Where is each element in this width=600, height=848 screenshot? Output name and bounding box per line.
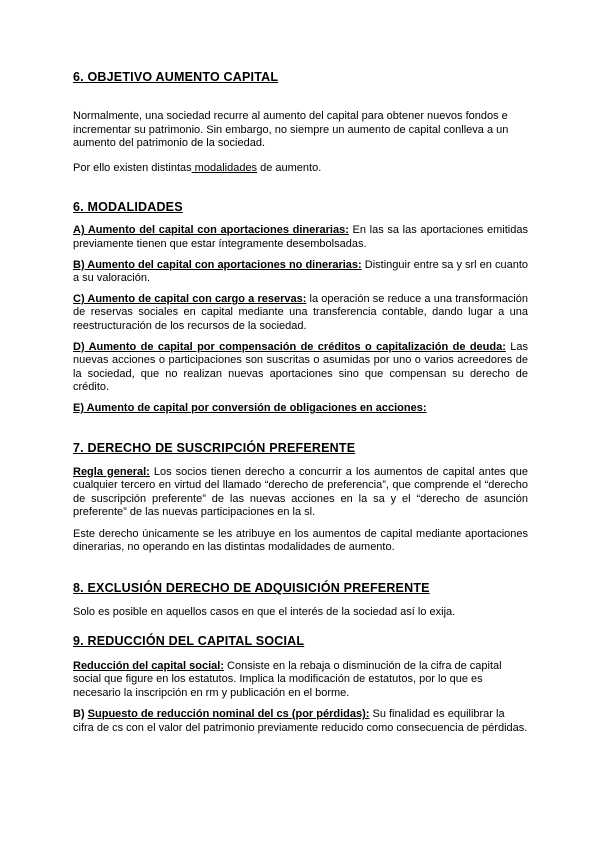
paragraph-exclusion: Solo es posible en aquellos casos en que el interés de la sociedad así lo exija. (73, 606, 456, 619)
label-reduccion: Reducción del capital social: (73, 659, 224, 672)
paragraph-objetivo: Normalmente, una sociedad recurre al aumento del capital para obtener nuevos fondos e incrementar su patrimonio. Sin embargo, no siempre un aumento de capital conlleva a un aumento del patrimonio de la sociedad. (73, 110, 509, 150)
paragraph-modalidad-b (73, 259, 528, 286)
paragraph-modalidad-e (73, 402, 528, 416)
section-title-exclusion: 8. EXCLUSIÓN DERECHO DE ADQUISICIÓN PREFERENTE (73, 581, 430, 596)
label-modalidad-e: E) Aumento de capital por conversión de obligaciones en acciones: (73, 401, 427, 414)
section-title-objetivo: 6. OBJETIVO AUMENTO CAPITAL (73, 70, 279, 84)
paragraph-modalidad-d (73, 341, 528, 395)
section-title-suscripcion: 7. DERECHO DE SUSCRIPCIÓN PREFERENTE (73, 440, 356, 455)
label-modalidad-c: C) Aumento de capital con cargo a reservas: (73, 292, 307, 305)
paragraph-modalidad-a (73, 224, 528, 251)
paragraph-modalidad-c (73, 293, 528, 334)
paragraph-regla-general (73, 466, 528, 520)
section-title-modalidades: 6. MODALIDADES (73, 200, 183, 215)
prefix-reduccion-nominal: B) (73, 708, 88, 721)
label-regla-general: Regla general: (73, 465, 150, 478)
text-reduccion-nominal: Su finalidad es equilibrar la cifra de cs con el valor del patrimonio previamente reducido como consecuencia de pérdidas. (73, 708, 528, 735)
text-segment: Por ello existen distintas (73, 161, 192, 174)
paragraph-reduccion-nominal (73, 708, 528, 735)
document-content (73, 70, 528, 736)
text-modalidad-b: Distinguir entre sa y srl en cuanto a su valoración. (73, 258, 529, 285)
label-modalidad-a: A) Aumento del capital con aportaciones dinerarias: (73, 224, 349, 237)
text-modalidad-d: Las nuevas acciones o participaciones son suscritas o asumidas por uno o varios acreedores de la sociedad, que no realizan nuevas aportaciones sino que compensan su derecho de crédito. (73, 340, 528, 394)
paragraph-derecho-atribucion: Este derecho únicamente se les atribuye en los aumentos de capital mediante aportaciones dinerarias, no operando en las distintas modalidades de aumento. (73, 527, 528, 554)
paragraph-modalidades-intro (73, 162, 528, 176)
text-segment: de aumento. (257, 161, 322, 174)
link-modalidades[interactable]: modalidades (191, 161, 258, 174)
paragraph-reduccion (73, 660, 528, 701)
text-reduccion: Consiste en la rebaja o disminución de la cifra de capital social que figure en los estatutos. Implica la modificación de estatutos, por lo que es necesario la inscripción en rm y publicación en el borme. (73, 659, 502, 699)
text-modalidad-a: En las sa las aportaciones emitidas previamente tienen que estar íntegramente desembolsadas. (73, 224, 528, 250)
text-regla-general: Los socios tienen derecho a concurrir a los aumentos de capital antes que cualquier tercero en virtud del llamado “derecho de preferencia”, que comprende el “derecho de suscripción preferente” de las nuevas acciones en la sa y el “derecho de asunción preferente” de las nuevas participaciones en la sl. (73, 465, 528, 519)
label-reduccion-nominal: Supuesto de reducción nominal del cs (por pérdidas): (87, 708, 370, 721)
label-modalidad-d: D) Aumento de capital por compensación de créditos o capitalización de deuda: (73, 340, 506, 353)
section-title-reduccion: 9. REDUCCIÓN DEL CAPITAL SOCIAL (73, 633, 305, 648)
label-modalidad-b: B) Aumento del capital con aportaciones no dinerarias: (73, 258, 362, 271)
text-modalidad-c: la operación se reduce a una transformación de reservas sociales en capital mediante una transferencia contable, dando lugar a una reestructuración de los recursos de la sociedad. (73, 292, 528, 332)
